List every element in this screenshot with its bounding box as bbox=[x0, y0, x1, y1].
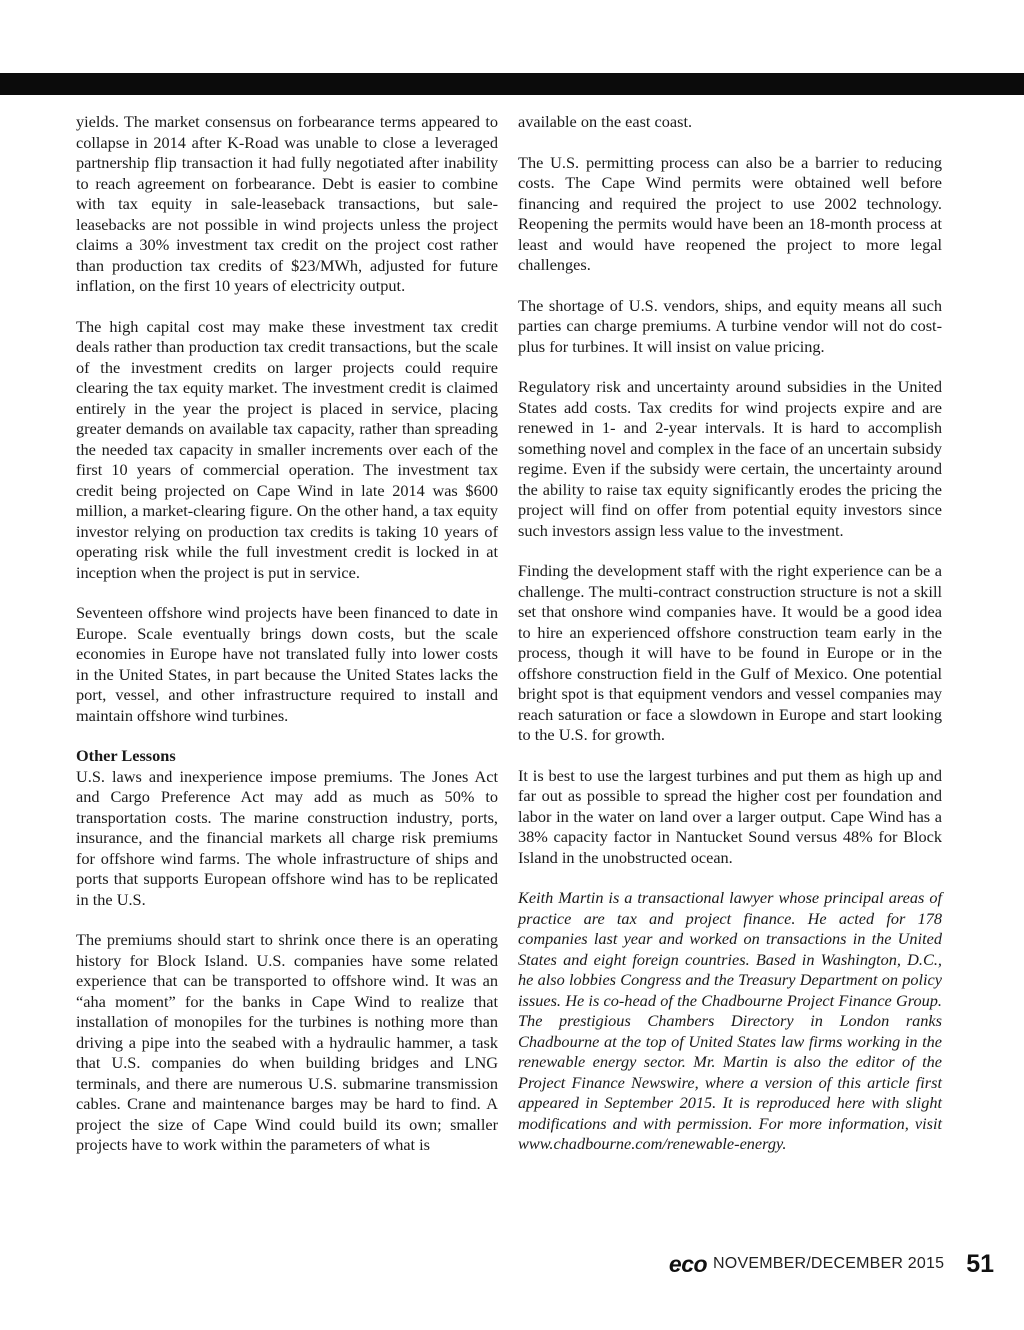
page-footer bbox=[669, 1249, 994, 1279]
author-bio: Keith Martin is a transactional lawyer whose principal areas of practice are tax and project finance. He acted for 178 companies last year and worked on transactions in the United States and eight foreign countries. Based in Washington, D.C., he also lobbies Congress and the Treasury Department on policy issues. He is co-head of the Chadbourne Project Finance Group. The prestigious Chambers Directory in London ranks Chadbourne at the top of United States law firms working in the renewable energy sector. Mr. Martin is also the editor of the Project Finance Newswire, where a version of this article first appeared in September 2015. It is reproduced here with slight modifications and with permission. For more information, visit www.chadbourne.com/renewable-energy. bbox=[518, 888, 942, 1153]
eco-logo: eco bbox=[668, 1250, 708, 1277]
left-paragraph-1: yields. The market consensus on forbearance terms appeared to collapse in 2014 after K-Road was unable to close a leveraged partnership flip transaction it had fully negotiated after inability to reach agreement on forbearance. Debt is easier to combine with tax equity in sale-leaseback transactions, but sale-leasebacks are not possible in wind projects unless the project claims a 30% investment tax credit on the project cost rather than production tax credits of $23/MWh, adjusted for future inflation, on the first 10 years of electricity output. bbox=[76, 112, 498, 295]
header-band bbox=[0, 73, 1024, 95]
right-paragraph-3: The shortage of U.S. vendors, ships, and equity means all such parties can charge premiums. A turbine vendor will not do cost-plus for turbines. It will insist on value pricing. bbox=[518, 295, 942, 356]
right-column bbox=[518, 112, 942, 1175]
page-number: 51 bbox=[966, 1249, 994, 1278]
left-paragraph-5: The premiums should start to shrink once there is an operating history for Block Island. U.S. companies have some related experience that can be transported to offshore wind. It was an “aha moment” for the banks in Cape Wind to realize that installation of monopiles for the turbines is nothing more than driving a pipe into the seabed with a hydraulic hammer, a task that U.S. companies do when building bridges and LNG terminals, and there are numerous U.S. submarine transmission cables. Crane and maintenance barges may be hard to find. A project the size of Cape Wind could build its own; smaller projects have to work within the parameters of what is bbox=[76, 930, 498, 1154]
issue-date: NOVEMBER/DECEMBER 2015 bbox=[713, 1255, 945, 1272]
left-column bbox=[76, 112, 498, 1176]
right-paragraph-1: available on the east coast. bbox=[518, 112, 693, 131]
right-paragraph-4: Regulatory risk and uncertainty around subsidies in the United States add costs. Tax credits for wind projects expire and are renewed in 1- and 2-year intervals. It is hard to accomplish something novel and complex in the face of an uncertain subsidy regime. Even if the subsidy were certain, the uncertainty around the ability to raise tax equity significantly erodes the pricing the project will find on offer from potential equity investors since such investors assign less value to the investment. bbox=[518, 377, 942, 540]
left-paragraph-4: U.S. laws and inexperience impose premiums. The Jones Act and Cargo Preference Act may add as much as 50% to transportation costs. The marine construction industry, ports, insurance, and the financial markets all charge risk premiums for offshore wind farms. The whole infrastructure of ships and ports that supports European offshore wind has to be replicated in the U.S. bbox=[76, 766, 498, 909]
section-heading-other-lessons: Other Lessons bbox=[76, 746, 176, 765]
left-paragraph-2: The high capital cost may make these investment tax credit deals rather than production tax credit transactions, but the scale of the investment credits on larger projects could require clearing the tax equity market. The investment credit is claimed entirely in the year the project is placed in service, placing greater demands on available tax capacity, rather than spreading the needed tax capacity in smaller increments over each of the first 10 years of commercial operation. The investment tax credit being projected on Cape Wind in late 2014 was $600 million, a market-clearing figure. On the other hand, a tax equity investor relying on production tax credits is taking 10 years of operating risk while the full investment credit is locked in at inception when the project is put in service. bbox=[76, 316, 498, 582]
left-paragraph-3: Seventeen offshore wind projects have been financed to date in Europe. Scale eventually brings down costs, but the scale economies in Europe have not translated fully into lower costs in the United States, in part because the United States lacks the port, vessel, and other infrastructure required to install and maintain offshore wind turbines. bbox=[76, 603, 498, 725]
right-paragraph-5: Finding the development staff with the right experience can be a challenge. The multi-contract construction structure is not a skill set that onshore wind companies have. It would be a good idea to hire an experienced offshore construction team early in the process, though it will have to be found in Europe or in the offshore construction field in the Gulf of Mexico. One potential bright spot is that equipment vendors and vessel companies may reach saturation or face a slowdown in Europe and start looking to the U.S. for growth. bbox=[518, 561, 942, 744]
right-paragraph-2: The U.S. permitting process can also be a barrier to reducing costs. The Cape Wind permits were obtained well before financing and required the project to use 2002 technology. Reopening the permits would have been an 18-month process at least and would have reopened the project to more legal challenges. bbox=[518, 152, 942, 274]
right-paragraph-6: It is best to use the largest turbines and put them as high up and far out as possible to spread the higher cost per foundation and labor in the water on land over a larger output. Cape Wind has a 38% capacity factor in Nantucket Sound versus 48% for Block Island in the unobstructed ocean. bbox=[518, 765, 942, 867]
